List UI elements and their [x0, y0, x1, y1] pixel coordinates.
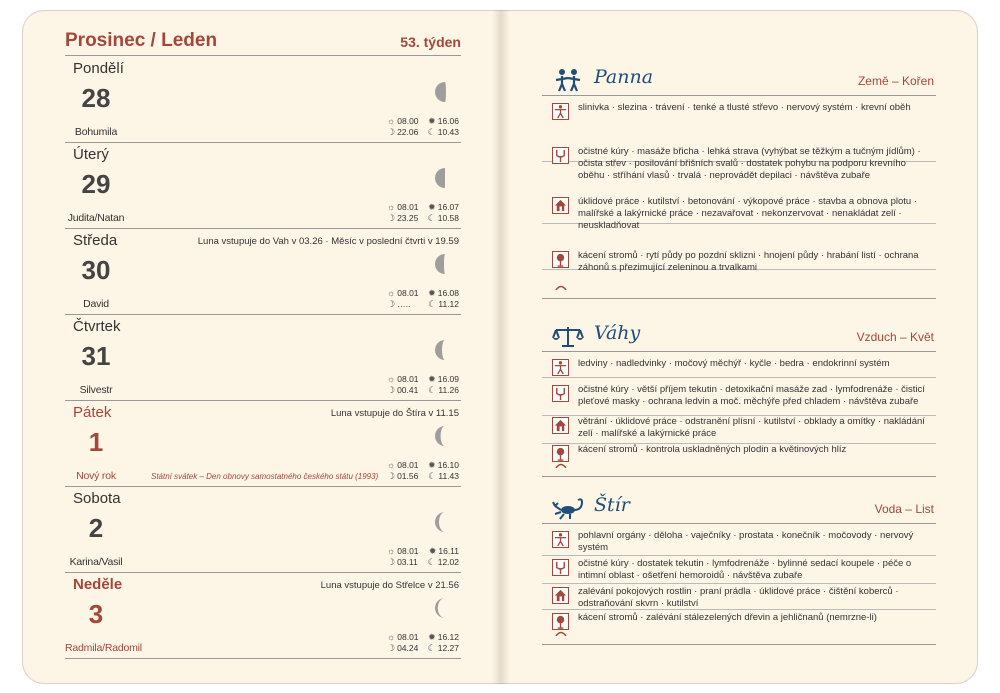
moon-phase-icon [435, 423, 455, 449]
name-day: Karina/Vasil [69, 556, 123, 568]
sunrise-icon: ☼ [387, 546, 396, 556]
day-name: Pátek [73, 404, 112, 421]
moon-note: Luna vstupuje do Štíra v 11.15 [330, 408, 459, 419]
care-icon [552, 559, 569, 576]
moonrise-icon: ☽ [387, 299, 396, 309]
day-row [65, 229, 461, 315]
moonset-icon: ☾ [427, 213, 436, 223]
holiday-note: Státní svátek – Den obnovy samostatného českého státu (1993) [151, 472, 379, 481]
arc-icon [555, 462, 567, 468]
book-spine [492, 10, 510, 684]
day-name: Čtvrtek [73, 318, 121, 335]
sunset-icon: ✹ [428, 374, 436, 384]
moonrise-time: 22.06 [397, 127, 419, 137]
moon-phase-icon [435, 79, 455, 105]
zodiac-section [542, 494, 936, 623]
day-number: 1 [88, 427, 104, 457]
sunset-icon: ✹ [428, 202, 436, 212]
sunset-time: 16.06 [437, 116, 459, 126]
moonrise-time: 04.24 [397, 643, 419, 653]
section-divider [542, 476, 936, 477]
sunset-icon: ✹ [428, 288, 436, 298]
day-row [65, 143, 461, 229]
activity-row [542, 416, 936, 444]
sunrise-icon: ☼ [387, 116, 396, 126]
moonset-icon: ☾ [427, 643, 436, 653]
arc-icon [555, 630, 567, 636]
moonrise-time: 03.11 [397, 557, 418, 567]
moon-phase-icon [435, 165, 455, 191]
body-icon [552, 359, 569, 376]
zodiac-name: Štír [594, 494, 630, 516]
moonset-time: 12.27 [437, 643, 459, 653]
moonset-time: 11.43 [438, 471, 459, 481]
row-divider [542, 377, 936, 378]
moonset-time: 12.02 [437, 557, 459, 567]
activity-row [542, 384, 936, 416]
activity-row [542, 250, 936, 292]
day-row [65, 57, 461, 143]
sun-moon-times [387, 374, 459, 396]
body-icon [552, 531, 569, 548]
moon-lit-part [435, 82, 446, 102]
activity-row [542, 558, 936, 584]
sun-moon-times [387, 116, 459, 138]
sunrise-icon: ☼ [387, 202, 396, 212]
day-number: 30 [81, 255, 111, 285]
moonrise-time: 00.41 [397, 385, 419, 395]
zodiac-element: Voda – List [874, 502, 934, 516]
activity-text: pohlavní orgány · děloha · vaječníky · prostata · konečník · močovody · nervový systém [578, 530, 914, 553]
moonset-time: 11.12 [438, 299, 459, 309]
day-number: 3 [88, 599, 104, 629]
moonset-time: 11.26 [438, 385, 459, 395]
moonset-icon: ☾ [427, 557, 436, 567]
day-number: 31 [81, 341, 111, 371]
moon-phase-icon [435, 509, 455, 535]
activity-text: kácení stromů · zalévání stálezelených dřevin a jehličnanů (nemrzne-li) [578, 612, 877, 623]
activity-row [542, 530, 936, 556]
zodiac-element: Země – Kořen [857, 74, 934, 88]
row-divider [542, 555, 936, 556]
zodiac-section [542, 322, 936, 455]
arc-icon [555, 284, 567, 290]
virgo-icon [552, 68, 584, 92]
moonrise-time: 01.56 [397, 471, 419, 481]
sunrise-icon: ☼ [387, 374, 396, 384]
moon-lit-part [435, 168, 445, 188]
moonrise-icon: ☽ [387, 471, 396, 481]
moonset-icon: ☾ [428, 299, 437, 309]
sun-moon-times [387, 546, 459, 568]
moon-note: Luna vstupuje do Střelce v 21.56 [320, 580, 459, 591]
garden-icon [552, 445, 569, 462]
zodiac-name: Panna [594, 66, 654, 88]
name-day: Radmila/Radomil [65, 642, 142, 654]
moonrise-time: 23.25 [397, 213, 419, 223]
name-day: Bohumila [74, 126, 118, 138]
section-divider [542, 644, 936, 645]
sun-moon-times [387, 460, 459, 482]
moonset-icon: ☾ [428, 385, 437, 395]
activity-row [542, 444, 936, 470]
day-number: 29 [81, 169, 111, 199]
activity-row [542, 612, 936, 638]
scorpio-icon [552, 496, 584, 520]
week-number: 53. týden [400, 34, 461, 50]
zodiac-header [542, 494, 936, 524]
care-icon [552, 385, 569, 402]
house-icon [552, 197, 569, 214]
moon-phase-icon [435, 251, 455, 277]
moonrise-icon: ☽ [387, 127, 396, 137]
moonrise-icon: ☽ [387, 213, 396, 223]
sunset-time: 16.09 [437, 374, 459, 384]
activity-row [542, 586, 936, 610]
sunset-time: 16.08 [437, 288, 459, 298]
moon-lit-part [435, 426, 445, 446]
sunrise-time: 08.01 [397, 374, 419, 384]
sunset-icon: ✹ [428, 116, 436, 126]
activity-text: kácení stromů · rytí půdy po pozdní sklizni · hnojení půdy · hrabání listí · ochrana záhonů s přezimující zeleninou a trvalkami [578, 250, 919, 273]
day-name: Sobota [73, 490, 121, 507]
moon-lit-part [435, 254, 445, 274]
day-name: Úterý [73, 146, 109, 163]
sunrise-time: 08.01 [397, 202, 419, 212]
moon-lit-part [435, 340, 445, 360]
day-row [65, 401, 461, 487]
day-number: 2 [88, 513, 104, 543]
sunset-time: 16.07 [437, 202, 459, 212]
garden-icon [552, 613, 569, 630]
house-icon [552, 587, 569, 604]
zodiac-header [542, 322, 936, 352]
moonrise-time: ….. [397, 299, 411, 309]
sun-moon-times [387, 632, 459, 654]
sunrise-time: 08.01 [397, 460, 419, 470]
day-row [65, 315, 461, 401]
zodiac-section [542, 66, 936, 273]
activity-text: zalévání pokojových rostlin · praní prádla · úklidové práce · čištění koberců · odstraňování skvrn · kutilství [578, 586, 899, 609]
garden-icon [552, 251, 569, 268]
moon-phase-icon [435, 595, 455, 621]
activity-text: očistné kúry · masáže břicha · lehká strava (vyhýbat se těžkým a tučným jídlům) · očista střev · posilování břišních svalů · dostatek pohybu na podporu krevního oběhu · stříhání vlasů · trvalá · neprovádět depilaci · návštěva zubaře [578, 146, 921, 181]
day-name: Středa [73, 232, 118, 249]
moon-lit-part [435, 512, 445, 532]
sunset-icon: ✹ [428, 546, 437, 556]
sun-moon-times [387, 288, 459, 310]
activity-text: větrání · úklidové práce · odstranění plísní · kutilství · obklady a omítky · nakládání zelí · malířské a lakýrnické práce [578, 416, 925, 439]
moon-phase-icon [435, 337, 455, 363]
sunrise-icon: ☼ [387, 288, 396, 298]
house-icon [552, 417, 569, 434]
body-icon [552, 103, 569, 120]
zodiac-name: Váhy [594, 322, 641, 344]
care-icon [552, 147, 569, 164]
sunset-time: 16.11 [438, 546, 459, 556]
zodiac-element: Vzduch – Květ [856, 330, 934, 344]
section-divider [542, 298, 936, 299]
moonset-time: 10.43 [437, 127, 459, 137]
sunset-icon: ✹ [428, 460, 436, 470]
activity-text: úklidové práce · kutilství · betonování · výkopové práce · stavba a obnova plotu · malířské a lakýrnické práce · nezavařovat · nekonzervovat · nenakládat zelí · neuskladňovat [578, 196, 918, 231]
activity-row [542, 358, 936, 378]
day-number: 28 [81, 83, 111, 113]
sunset-time: 16.12 [437, 632, 459, 642]
week-header [65, 28, 461, 56]
sunrise-time: 08.01 [397, 632, 419, 642]
day-row [65, 487, 461, 573]
moon-lit-part [435, 598, 445, 618]
activity-text: slinivka · slezina · trávení · tenké a tlusté střevo · nervový systém · krevní oběh [578, 102, 911, 113]
sunrise-icon: ☼ [387, 632, 396, 642]
name-day: Silvestr [79, 384, 113, 396]
sunrise-icon: ☼ [387, 460, 396, 470]
name-day: David [83, 298, 109, 310]
sunrise-time: 08.01 [397, 288, 419, 298]
day-name: Pondělí [73, 60, 124, 77]
moonset-time: 10.58 [437, 213, 459, 223]
day-row [65, 573, 461, 659]
libra-icon [552, 324, 584, 348]
zodiac-header [542, 66, 936, 96]
moonrise-icon: ☽ [387, 385, 396, 395]
sunset-time: 16.10 [437, 460, 459, 470]
day-name: Neděle [73, 576, 123, 593]
moonset-icon: ☾ [427, 127, 436, 137]
name-day: Nový rok [76, 470, 116, 482]
activity-text: očistné kúry · dostatek tekutin · lymfodrenáže · bylinné sedací koupele · péče o intimní oblast · ošetření hemoroidů · návštěva zubaře [578, 558, 912, 581]
sunrise-time: 08.01 [397, 546, 419, 556]
month-title: Prosinec / Leden [65, 30, 218, 51]
moonrise-icon: ☽ [387, 643, 396, 653]
sunrise-time: 08.00 [397, 116, 419, 126]
activity-text: ledviny · nadledvinky · močový měchýř · kyčle · bedra · endokrinní systém [578, 358, 890, 369]
activity-text: kácení stromů · kontrola uskladněných plodin a květinových hlíz [578, 444, 847, 455]
sun-moon-times [387, 202, 459, 224]
row-divider [542, 609, 936, 610]
name-day: Judita/Natan [67, 212, 125, 224]
moonrise-icon: ☽ [387, 557, 396, 567]
row-divider [542, 583, 936, 584]
moon-note: Luna vstupuje do Vah v 03.26 · Měsíc v poslední čtvrti v 19.59 [197, 236, 459, 247]
activity-text: očistné kúry · větší příjem tekutin · detoxikační masáže zad · lymfodrenáže · čisticí pleťové masky · ochrana ledvin a moč. měchýře před chladem · návštěva zubaře [578, 384, 925, 407]
moonset-icon: ☾ [428, 471, 437, 481]
sunset-icon: ✹ [428, 632, 436, 642]
